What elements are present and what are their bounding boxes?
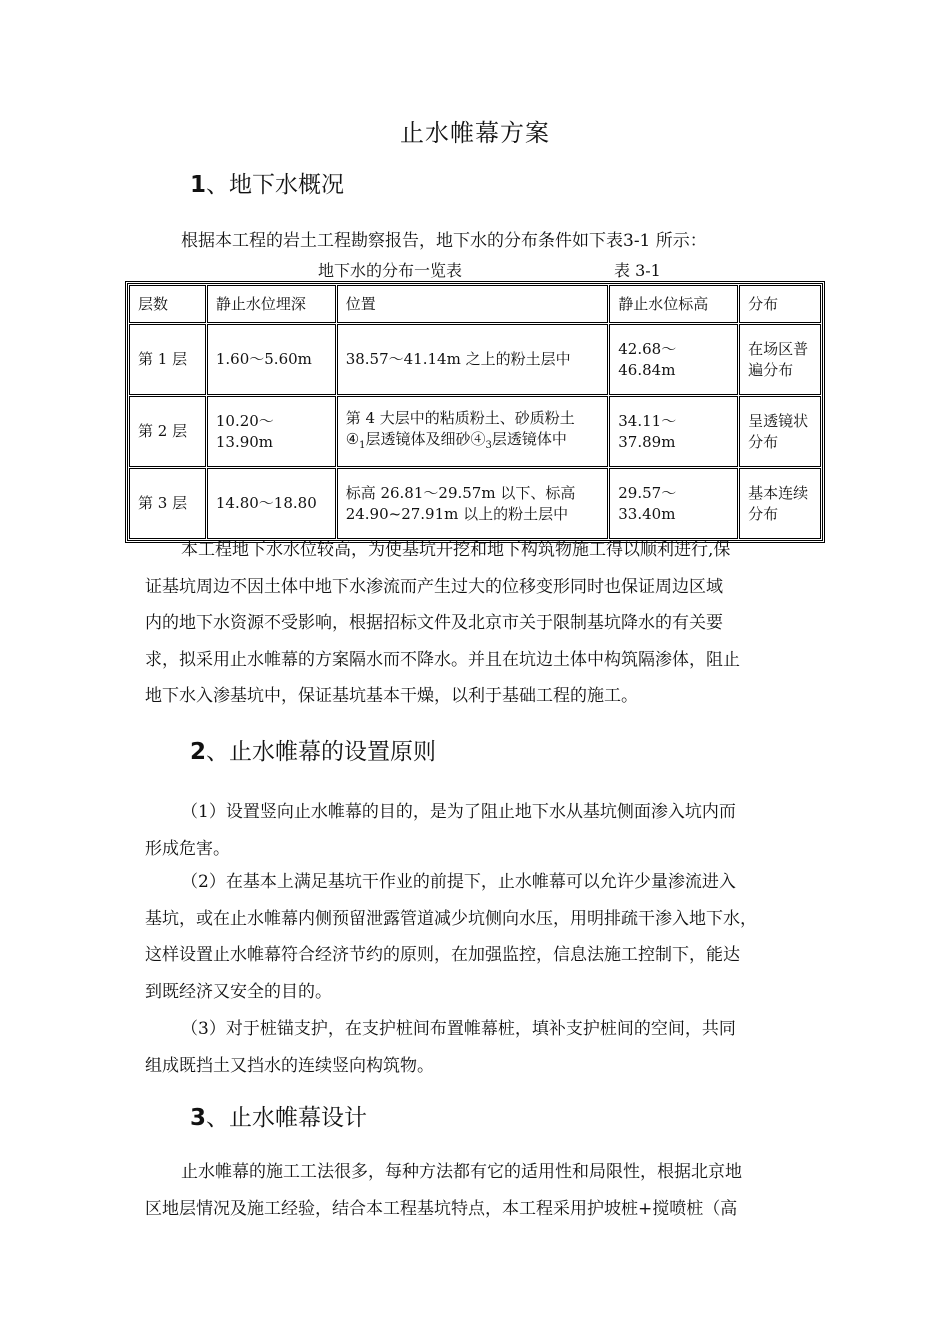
header-cell: 层数	[129, 285, 206, 323]
elevation-cell: 34.11～37.89m	[609, 396, 738, 467]
table-row	[129, 468, 821, 539]
distribution-cell: 在场区普遍分布	[739, 324, 821, 395]
groundwater-table	[125, 281, 825, 543]
paragraph-line: （2）在基本上满足基坑干作业的前提下，止水帷幕可以允许少量渗流进入	[181, 872, 736, 892]
document-title: 止水帷幕方案	[400, 119, 550, 147]
paragraph-line: 形成危害。	[145, 838, 230, 859]
subscript: 3	[485, 439, 492, 451]
depth-cell: 14.80～18.80	[207, 468, 336, 539]
header-cell: 静止水位标高	[609, 285, 738, 323]
position-line: 24.90~27.91m 以上的粉土层中	[345, 504, 569, 523]
principle-item-2	[145, 864, 809, 1010]
layer-cell: 第 2 层	[129, 396, 206, 467]
section1-number: 1	[190, 172, 207, 198]
section1-paragraph	[145, 532, 809, 715]
paragraph-line: 到既经济又安全的目的。	[145, 981, 332, 1002]
section2-heading	[190, 733, 436, 766]
intro-text: 根据本工程的岩土工程勘察报告，地下水的分布条件如下表3-1 所示：	[181, 231, 707, 251]
paragraph-line: 证基坑周边不因土体中地下水渗流而产生过大的位移变形同时也保证周边区域	[145, 576, 723, 597]
paragraph-line: 这样设置止水帷幕符合经济节约的原则，在加强监控，信息法施工控制下，能达	[145, 945, 740, 965]
position-cell: 38.57～41.14m 之上的粉土层中	[337, 324, 609, 395]
position-line: 第 4 大层中的粘质粉土、砂质粉土	[345, 408, 575, 427]
principle-item-3	[145, 1011, 809, 1084]
section1-heading	[190, 166, 344, 199]
distribution-cell: 基本连续分布	[739, 468, 821, 539]
section3-heading	[190, 1099, 367, 1132]
section3-title: 、止水帷幕设计	[206, 1105, 368, 1131]
elevation-cell: 42.68～46.84m	[609, 324, 738, 395]
position-part: ④	[345, 429, 360, 448]
layer-cell: 第 1 层	[129, 324, 206, 395]
section3-number: 3	[190, 1105, 207, 1131]
section2-title: 、止水帷幕的设置原则	[206, 739, 437, 765]
paragraph-line: 区地层情况及施工经验，结合本工程基坑特点，本工程采用护坡桩+搅喷桩（高	[145, 1198, 738, 1219]
principle-item-1	[145, 794, 809, 867]
section3-paragraph	[145, 1154, 809, 1227]
paragraph-line: 求，拟采用止水帷幕的方案隔水而不降水。并且在坑边土体中构筑隔渗体，阻止	[145, 649, 740, 670]
paragraph-line: 地下水入渗基坑中，保证基坑基本干燥，以利于基础工程的施工。	[145, 686, 638, 706]
position-line: 标高 26.81～29.57m 以下、标高	[345, 483, 576, 502]
subscript: 1	[359, 439, 366, 451]
table-caption: 地下水的分布一览表	[318, 261, 463, 280]
header-cell: 位置	[337, 285, 609, 323]
paragraph-line: 基坑，或在止水帷幕内侧预留泄露管道减少坑侧向水压，用明排疏干渗入地下水，	[145, 908, 757, 929]
position-cell	[337, 468, 609, 539]
distribution-cell: 呈透镜状分布	[739, 396, 821, 467]
position-cell	[337, 396, 609, 467]
position-part: 层透镜体及细砂④	[365, 429, 486, 448]
paragraph-line: 组成既挡土又挡水的连续竖向构筑物。	[145, 1055, 434, 1076]
table-row	[129, 396, 821, 467]
table-row	[129, 324, 821, 395]
header-cell: 静止水位埋深	[207, 285, 336, 323]
section1-intro	[145, 223, 809, 260]
depth-cell: 10.20～13.90m	[207, 396, 336, 467]
position-part: 层透镜体中	[491, 429, 567, 448]
paragraph-line: 本工程地下水水位较高，为使基坑开挖和地下构筑物施工得以顺利进行,保	[181, 540, 731, 560]
header-cell: 分布	[739, 285, 821, 323]
layer-cell: 第 3 层	[129, 468, 206, 539]
section2-number: 2	[190, 739, 207, 765]
paragraph-line: 止水帷幕的施工工法很多，每种方法都有它的适用性和局限性，根据北京地	[181, 1162, 742, 1182]
elevation-cell: 29.57～33.40m	[609, 468, 738, 539]
paragraph-line: （1）设置竖向止水帷幕的目的，是为了阻止地下水从基坑侧面渗入坑内而	[181, 802, 736, 822]
table-number: 表 3-1	[614, 261, 661, 280]
table-header-row	[129, 285, 821, 323]
paragraph-line: （3）对于桩锚支护，在支护桩间布置帷幕桩，填补支护桩间的空间，共同	[181, 1019, 736, 1039]
depth-cell: 1.60～5.60m	[207, 324, 336, 395]
section1-title: 、地下水概况	[206, 172, 345, 198]
paragraph-line: 内的地下水资源不受影响，根据招标文件及北京市关于限制基坑降水的有关要	[145, 613, 723, 633]
